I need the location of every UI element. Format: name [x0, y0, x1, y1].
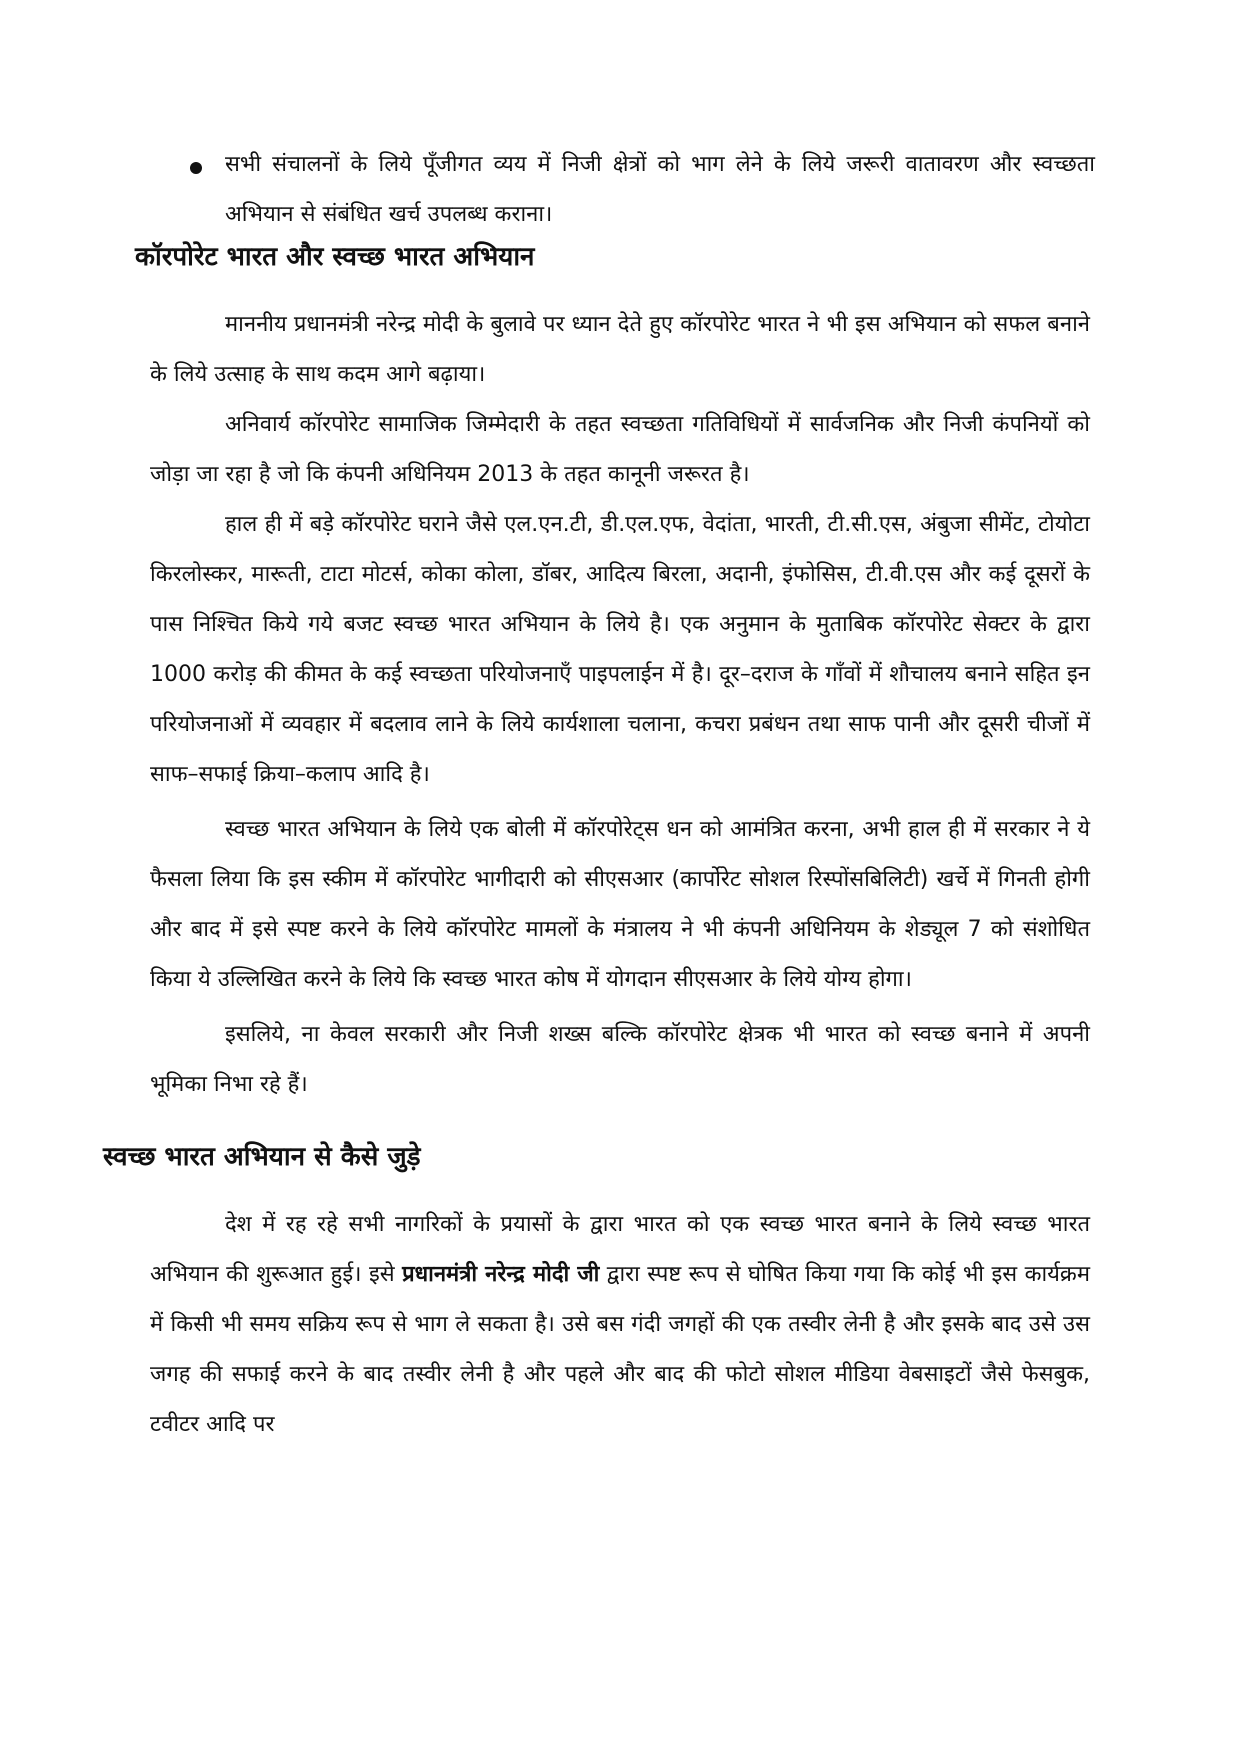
pm-name-bold: प्रधानमंत्री नरेन्द्र मोदी जी — [402, 1262, 600, 1287]
paragraph-text-start: देश में रह रहे सभी नागरिकों के प्रयासों के द्वारा भारत को एक स्वच्छ भारत बनाने के लिये स्वच्छ भारत अभियान की शुरूआत हुई। इसे — [150, 1212, 1090, 1287]
bullet-dot-icon — [190, 162, 202, 174]
paragraph-conclusion: इसलिये, ना केवल सरकारी और निजी शख्स बल्कि कॉरपोरेट क्षेत्रक भी भारत को स्वच्छ बनाने में अपनी भूमिका निभा रहे हैं। — [150, 1022, 1090, 1097]
paragraph-csr: अनिवार्य कॉरपोरेट सामाजिक जिम्मेदारी के तहत स्वच्छता गतिविधियों में सार्वजनिक और निजी कंपनियों को जोड़ा जा रहा है जो कि कंपनी अधिनियम 2013 के तहत कानूनी जरूरत है। — [150, 412, 1090, 487]
paragraph-corporate-houses: हाल ही में बड़े कॉरपोरेट घराने जैसे एल.एन.टी, डी.एल.एफ, वेदांता, भारती, टी.सी.एस, अंबुजा सीमेंट, टोयोटा किरलोस्कर, मारूती, टाटा मोटर्स, कोका कोला, डॉबर, आदित्य बिरला, अदानी, इंफोसिस, टी.वी.एस और कई दूसरों के पास निश्चित किये गये बजट स्वच्छ भारत अभियान के लिये है। एक अनुमान के मुताबिक कॉरपोरेट सेक्टर के द्वारा 1000 करोड़ की कीमत के कई स्वच्छता परियोजनाएँ पाइपलाईन में है। दूर–दराज के गाँवों में शौचालय बनाने सहित इन परियोजनाओं में व्यवहार में बदलाव लाने के लिये कार्यशाला चलाना, कचरा प्रबंधन तथा साफ पानी और दूसरी चीजों में साफ–सफाई क्रिया–कलाप आदि है। — [150, 512, 1090, 787]
section-heading-how-to-join: स्वच्छ भारत अभियान से कैसे जुड़े — [103, 1142, 421, 1172]
paragraph-csr-amendment: स्वच्छ भारत अभियान के लिये एक बोली में कॉरपोरेट्स धन को आमंत्रित करना, अभी हाल ही में सरकार ने ये फैसला लिया कि इस स्कीम में कॉरपोरेट भागीदारी को सीएसआर (कार्पोरेट सोशल रिस्पोंसबिलिटी) खर्चे में गिनती होगी और बाद में इसे स्पष्ट करने के लिये कॉरपोरेट मामलों के मंत्रालय ने भी कंपनी अधिनियम के शेड्यूल 7 को संशोधित किया ये उल्लिखित करने के लिये कि स्वच्छ भारत कोष में योगदान सीएसआर के लिये योग्य होगा। — [150, 817, 1090, 992]
paragraph-text-end: द्वारा स्पष्ट रूप से घोषित किया गया कि कोई भी इस कार्यक्रम में किसी भी समय सक्रिय रूप से भाग ले सकता है। उसे बस गंदी जगहों की एक तस्वीर लेनी है और इसके बाद उसे उस जगह की सफाई करने के बाद तस्वीर लेनी है और पहले और बाद की फोटो सोशल मीडिया वेबसाइटों जैसे फेसबुक, टवीटर आदि पर — [150, 1262, 1090, 1437]
paragraph-corporate-intro: माननीय प्रधानमंत्री नरेन्द्र मोदी के बुलावे पर ध्यान देते हुए कॉरपोरेट भारत ने भी इस अभियान को सफल बनाने के लिये उत्साह के साथ कदम आगे बढ़ाया। — [150, 312, 1090, 387]
bullet-text: सभी संचालनों के लिये पूँजीगत व्यय में निजी क्षेत्रों को भाग लेने के लिये जरूरी वातावरण और स्वच्छता अभियान से संबंधित खर्च उपलब्ध कराना। — [225, 152, 1095, 227]
paragraph-how-to-join — [150, 1200, 1090, 1450]
bullet-item — [180, 140, 1110, 240]
section-heading-corporate: कॉरपोरेट भारत और स्वच्छ भारत अभियान — [135, 242, 535, 272]
